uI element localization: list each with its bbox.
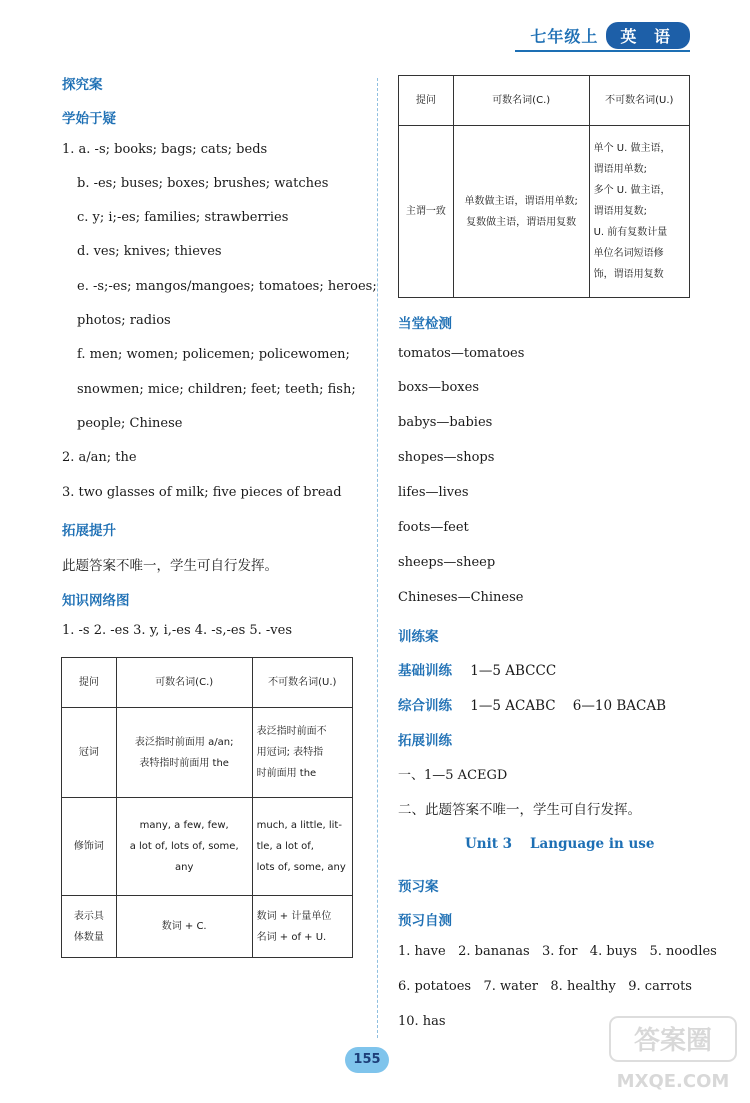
exercise-label: 综合训练 bbox=[398, 698, 452, 714]
cell-line: a lot of, lots of, some, any bbox=[129, 841, 239, 873]
section-heading: 训练案 bbox=[398, 629, 439, 645]
table-cell bbox=[116, 798, 252, 896]
table-cell bbox=[252, 896, 352, 958]
answer-line: c. y; i;-es; families; strawberries bbox=[77, 210, 289, 225]
page-header bbox=[530, 22, 690, 49]
answer-line: sheeps—sheep bbox=[398, 555, 496, 570]
cell-line: 表示具 bbox=[73, 910, 104, 922]
watermark-url: MXQE.COM bbox=[616, 1071, 730, 1092]
answer-line: 1. have 2. bananas 3. for 4. buys 5. noodles bbox=[398, 944, 717, 959]
section-heading: 知识网络图 bbox=[62, 593, 130, 609]
cell-line: 单数做主语，谓语用单数; bbox=[464, 195, 578, 207]
answer-line: 10. has bbox=[398, 1014, 446, 1029]
table-cell bbox=[62, 896, 117, 958]
subject-badge: 英 语 bbox=[606, 22, 690, 49]
cell-line: lots of, some, any bbox=[256, 862, 346, 873]
cell-line: 用冠词; 表特指 bbox=[256, 747, 324, 758]
cell-line: much, a little, lit- bbox=[256, 820, 342, 831]
unit-number: Unit 3 bbox=[465, 836, 513, 852]
unit-name: Language in use bbox=[530, 836, 655, 852]
answer-line: f. men; women; policemen; policewomen; bbox=[77, 347, 350, 362]
cell-line: 名词 + of + U. bbox=[256, 931, 327, 943]
watermark-logo bbox=[608, 1015, 738, 1095]
answer-line: tomatos—tomatoes bbox=[398, 346, 525, 361]
watermark-text: 答案圈 bbox=[633, 1026, 713, 1056]
cell-line: U. 前有复数计量 bbox=[593, 227, 668, 238]
section-heading: 预习自测 bbox=[398, 913, 452, 929]
cell-line: 单个 U. 做主语， bbox=[593, 143, 671, 154]
cell-line: 时前面用 the bbox=[256, 768, 317, 779]
cell-line: 表泛指时前面不 bbox=[256, 726, 327, 737]
table-header-cell: 提问 bbox=[399, 76, 454, 126]
exercise-label: 基础训练 bbox=[398, 663, 452, 679]
section-heading: 当堂检测 bbox=[398, 316, 452, 332]
table-header-cell: 提问 bbox=[62, 658, 117, 708]
answer-line: shopes—shops bbox=[398, 450, 495, 465]
section-heading: 学始于疑 bbox=[62, 111, 116, 127]
cell-line: 表特指时前面用 the bbox=[139, 757, 229, 769]
cell-line: 饰，谓语用复数 bbox=[593, 269, 664, 280]
table-cell bbox=[252, 798, 352, 896]
noun-table-left bbox=[61, 657, 353, 958]
noun-table-right bbox=[398, 75, 690, 298]
answer-line: d. ves; knives; thieves bbox=[77, 244, 222, 259]
answer-line: 6. potatoes 7. water 8. healthy 9. carrots bbox=[398, 979, 692, 994]
answer-line: lifes—lives bbox=[398, 485, 469, 500]
answer-line: e. -s;-es; mangos/mangoes; tomatoes; heroes; bbox=[77, 279, 377, 294]
table-cell bbox=[252, 708, 352, 798]
cell-line: 体数量 bbox=[73, 931, 104, 943]
answer-line: b. -es; buses; boxes; brushes; watches bbox=[77, 176, 329, 191]
answer-line: Chineses—Chinese bbox=[398, 590, 524, 605]
table-cell bbox=[453, 126, 589, 298]
exercise-answers: 1—5 ACABC 6—10 BACAB bbox=[470, 698, 666, 714]
answer-line: people; Chinese bbox=[77, 416, 183, 431]
section-heading: 拓展训练 bbox=[398, 733, 452, 749]
cell-line: 谓语用复数; bbox=[593, 206, 647, 217]
answer-line: snowmen; mice; children; feet; teeth; fish; bbox=[77, 382, 356, 397]
answer-line: 此题答案不唯一，学生可自行发挥。 bbox=[62, 558, 278, 574]
table-cell: 冠词 bbox=[62, 708, 117, 798]
page-number: 155 bbox=[345, 1047, 389, 1073]
answer-line: 3. two glasses of milk; five pieces of bread bbox=[62, 485, 342, 500]
table-header-cell: 不可数名词(U.) bbox=[252, 658, 352, 708]
table-cell bbox=[116, 708, 252, 798]
answer-line: 2. a/an; the bbox=[62, 450, 137, 465]
cell-line: 数词 + 计量单位 bbox=[256, 910, 332, 922]
table-header-cell: 可数名词(C.) bbox=[116, 658, 252, 708]
answer-line: photos; radios bbox=[77, 313, 171, 328]
grade-label: 七年级上 bbox=[530, 27, 599, 46]
table-header-cell: 可数名词(C.) bbox=[453, 76, 589, 126]
cell-line: 表泛指时前面用 a/an; bbox=[134, 736, 234, 748]
table-cell: 数词 + C. bbox=[116, 896, 252, 958]
exercise-answers: 1—5 ABCCC bbox=[470, 663, 557, 679]
unit-title bbox=[465, 836, 672, 852]
answer-line bbox=[398, 694, 666, 714]
answer-line: 一、1—5 ACEGD bbox=[398, 768, 508, 783]
cell-line: many, a few, few, bbox=[139, 820, 229, 831]
cell-line: 多个 U. 做主语， bbox=[593, 185, 671, 196]
answer-line: 二、此题答案不唯一，学生可自行发挥。 bbox=[398, 802, 641, 818]
answer-line: 1. -s 2. -es 3. y, i,-es 4. -s,-es 5. -ves bbox=[62, 623, 293, 638]
answer-line: 1. a. -s; books; bags; cats; beds bbox=[62, 142, 268, 157]
answer-line bbox=[398, 659, 556, 679]
section-heading: 探究案 bbox=[62, 77, 103, 93]
cell-line: 谓语用单数; bbox=[593, 164, 647, 175]
answer-line: babys—babies bbox=[398, 415, 493, 430]
section-heading: 拓展提升 bbox=[62, 523, 116, 539]
table-cell: 主谓一致 bbox=[399, 126, 454, 298]
answer-line: boxs—boxes bbox=[398, 380, 479, 395]
table-header-cell: 不可数名词(U.) bbox=[589, 76, 689, 126]
header-rule bbox=[515, 50, 690, 52]
table-cell bbox=[589, 126, 689, 298]
answer-line: foots—feet bbox=[398, 520, 469, 535]
section-heading: 预习案 bbox=[398, 879, 439, 895]
table-cell: 修饰词 bbox=[62, 798, 117, 896]
cell-line: 单位名词短语修 bbox=[593, 248, 664, 259]
cell-line: 复数做主语，谓语用复数 bbox=[466, 216, 577, 228]
cell-line: tle, a lot of, bbox=[256, 841, 314, 852]
column-divider bbox=[377, 78, 378, 1038]
